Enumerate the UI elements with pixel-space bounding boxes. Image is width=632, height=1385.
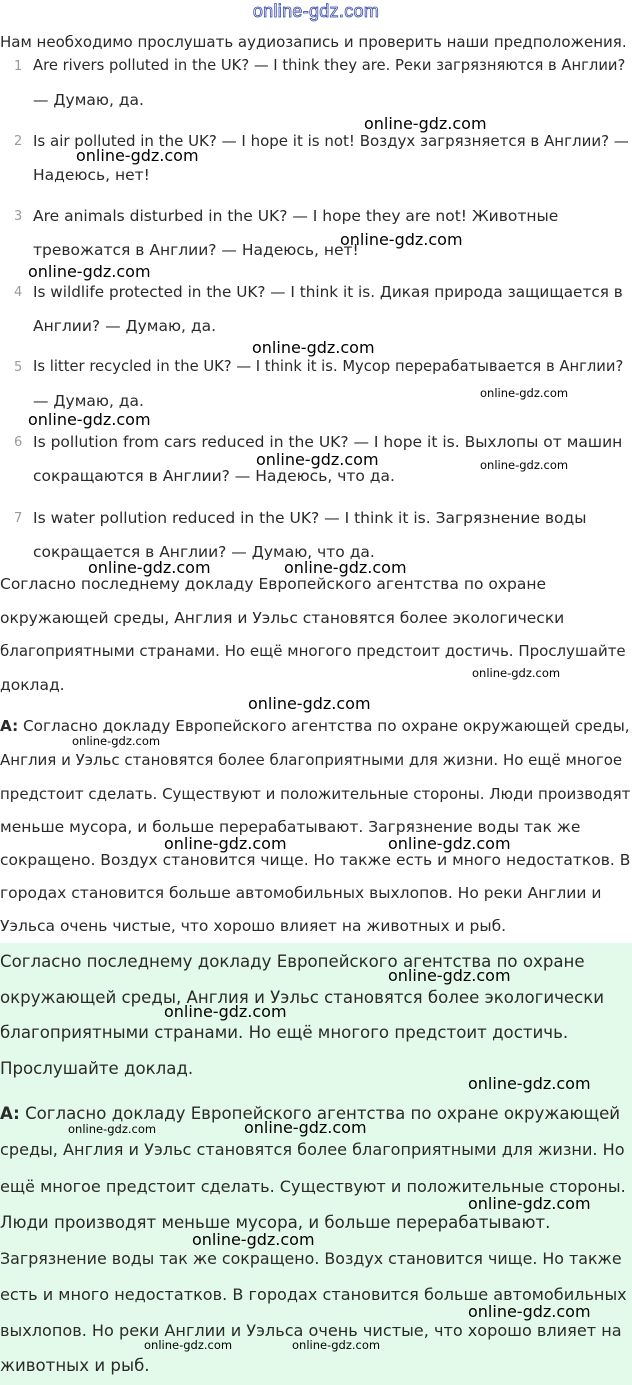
answer-text: Согласно докладу Европейского агентства по охране окружающей	[19, 1104, 621, 1123]
paragraph-line: Согласно последнему докладу Европейского агентства по охране	[0, 575, 547, 593]
watermark: online-gdz.com	[480, 386, 569, 400]
watermark: online-gdz.com	[468, 1194, 591, 1213]
paragraph-line: городах становится больше автомобильных выхлопов. Но реки Англии и	[0, 884, 602, 902]
item-line: — Думаю, да.	[33, 392, 144, 410]
paragraph-line: Англия и Уэльс становятся более благоприятными для жизни. Но ещё многое	[0, 751, 623, 769]
paragraph-line: предстоит сделать. Существуют и положительные стороны. Люди производят	[0, 785, 631, 803]
paragraph-line: окружающей среды, Англия и Уэльс становятся более экологически	[0, 988, 605, 1007]
item-number: 5	[14, 360, 23, 375]
site-watermark-header: online-gdz.com	[252, 1, 380, 21]
watermark: online-gdz.com	[164, 1002, 287, 1021]
watermark: online-gdz.com	[28, 262, 151, 281]
watermark: online-gdz.com	[76, 146, 199, 165]
paragraph-line: благоприятными странами. Но ещё многого предстоит достичь.	[0, 1023, 569, 1042]
watermark: online-gdz.com	[192, 1230, 315, 1249]
watermark: online-gdz.com	[252, 338, 375, 357]
intro-text: Нам необходимо прослушать аудиозапись и проверить наши предположения.	[0, 33, 627, 51]
watermark: online-gdz.com	[340, 230, 463, 249]
item-line: Is litter recycled in the UK? — I think it is. Мусор перерабатывается в Англии?	[33, 358, 624, 375]
watermark: online-gdz.com	[28, 410, 151, 429]
watermark: online-gdz.com	[388, 966, 511, 985]
paragraph-line: Прослушайте доклад.	[0, 1059, 194, 1078]
item-line: Is pollution from cars reduced in the UK? — I hope it is. Выхлопы от машин	[33, 433, 623, 451]
watermark: online-gdz.com	[88, 558, 211, 577]
paragraph-line: доклад.	[0, 676, 65, 694]
item-number: 6	[14, 435, 23, 450]
paragraph-line: Уэльса очень чистые, что хорошо влияет на животных и рыб.	[0, 917, 507, 935]
item-number: 4	[14, 285, 23, 300]
item-number: 3	[14, 209, 23, 224]
item-line: Is water pollution reduced in the UK? — I think it is. Загрязнение воды	[33, 509, 587, 527]
watermark: online-gdz.com	[248, 694, 371, 713]
watermark: online-gdz.com	[68, 1122, 157, 1136]
watermark: online-gdz.com	[164, 834, 287, 853]
item-number: 2	[14, 134, 23, 149]
paragraph-line: благоприятными странами. Но ещё многого предстоит достичь. Прослушайте	[0, 642, 626, 660]
answer-text: Согласно докладу Европейского агентства по охране окружающей среды,	[18, 717, 630, 735]
item-line: Is air polluted in the UK? — I hope it is not! Воздух загрязняется в Англии? —	[33, 132, 629, 150]
paragraph-line: ещё многое предстоит сделать. Существуют и положительные стороны.	[0, 1177, 626, 1196]
paragraph-line: меньше мусора, и больше перерабатывают. Загрязнение воды так же	[0, 818, 581, 836]
paragraph-line: Загрязнение воды так же сокращено. Воздух становится чище. Но также	[0, 1249, 622, 1268]
watermark: online-gdz.com	[72, 734, 161, 748]
paragraph-line: сокращено. Воздух становится чище. Но также есть и много недостатков. В	[0, 851, 631, 869]
answer-label: A:	[0, 717, 19, 735]
watermark: online-gdz.com	[468, 1302, 591, 1321]
watermark: online-gdz.com	[284, 558, 407, 577]
watermark: online-gdz.com	[468, 1074, 591, 1093]
watermark: online-gdz.com	[244, 1118, 367, 1137]
item-number: 7	[14, 511, 23, 526]
watermark: online-gdz.com	[388, 834, 511, 853]
item-line: — Думаю, да.	[33, 91, 144, 109]
item-line: сокращается в Англии? — Думаю, что да.	[33, 543, 375, 561]
paragraph-line: Люди производят меньше мусора, и больше перерабатывают.	[0, 1213, 551, 1232]
watermark: online-gdz.com	[292, 1338, 381, 1352]
paragraph-line: животных и рыб.	[0, 1356, 150, 1375]
paragraph-line: окружающей среды, Англия и Уэльс становятся более экологически	[0, 609, 565, 627]
watermark: online-gdz.com	[256, 450, 379, 469]
item-line: Is wildlife protected in the UK? — I think it is. Дикая природа защищается в	[33, 283, 623, 301]
item-line: тревожатся в Англии? — Надеюсь, нет!	[33, 241, 359, 259]
item-line: Англии? — Думаю, да.	[33, 317, 217, 335]
watermark: online-gdz.com	[472, 666, 561, 680]
item-line: Are animals disturbed in the UK? — I hope they are not! Животные	[33, 207, 559, 225]
watermark: online-gdz.com	[144, 1338, 233, 1352]
paragraph-line: выхлопов. Но реки Англии и Уэльса очень чистые, что хорошо влияет на	[0, 1321, 622, 1340]
paragraph-line	[0, 716, 630, 736]
watermark: online-gdz.com	[480, 458, 569, 472]
answer-label: A:	[0, 1104, 20, 1123]
watermark: online-gdz.com	[364, 114, 487, 133]
item-line: сокращаются в Англии? — Надеюсь, что да.	[33, 467, 395, 485]
item-number: 1	[14, 59, 23, 74]
paragraph-line: есть и много недостатков. В городах становится больше автомобильных	[0, 1285, 627, 1304]
paragraph-line: Согласно последнему докладу Европейского агентства по охране	[0, 952, 585, 971]
paragraph-line: среды, Англия и Уэльс становятся более благоприятными для жизни. Но	[0, 1140, 625, 1159]
item-line: Are rivers polluted in the UK? — I think they are. Реки загрязняются в Англии?	[33, 57, 626, 74]
item-line: Надеюсь, нет!	[33, 166, 150, 184]
